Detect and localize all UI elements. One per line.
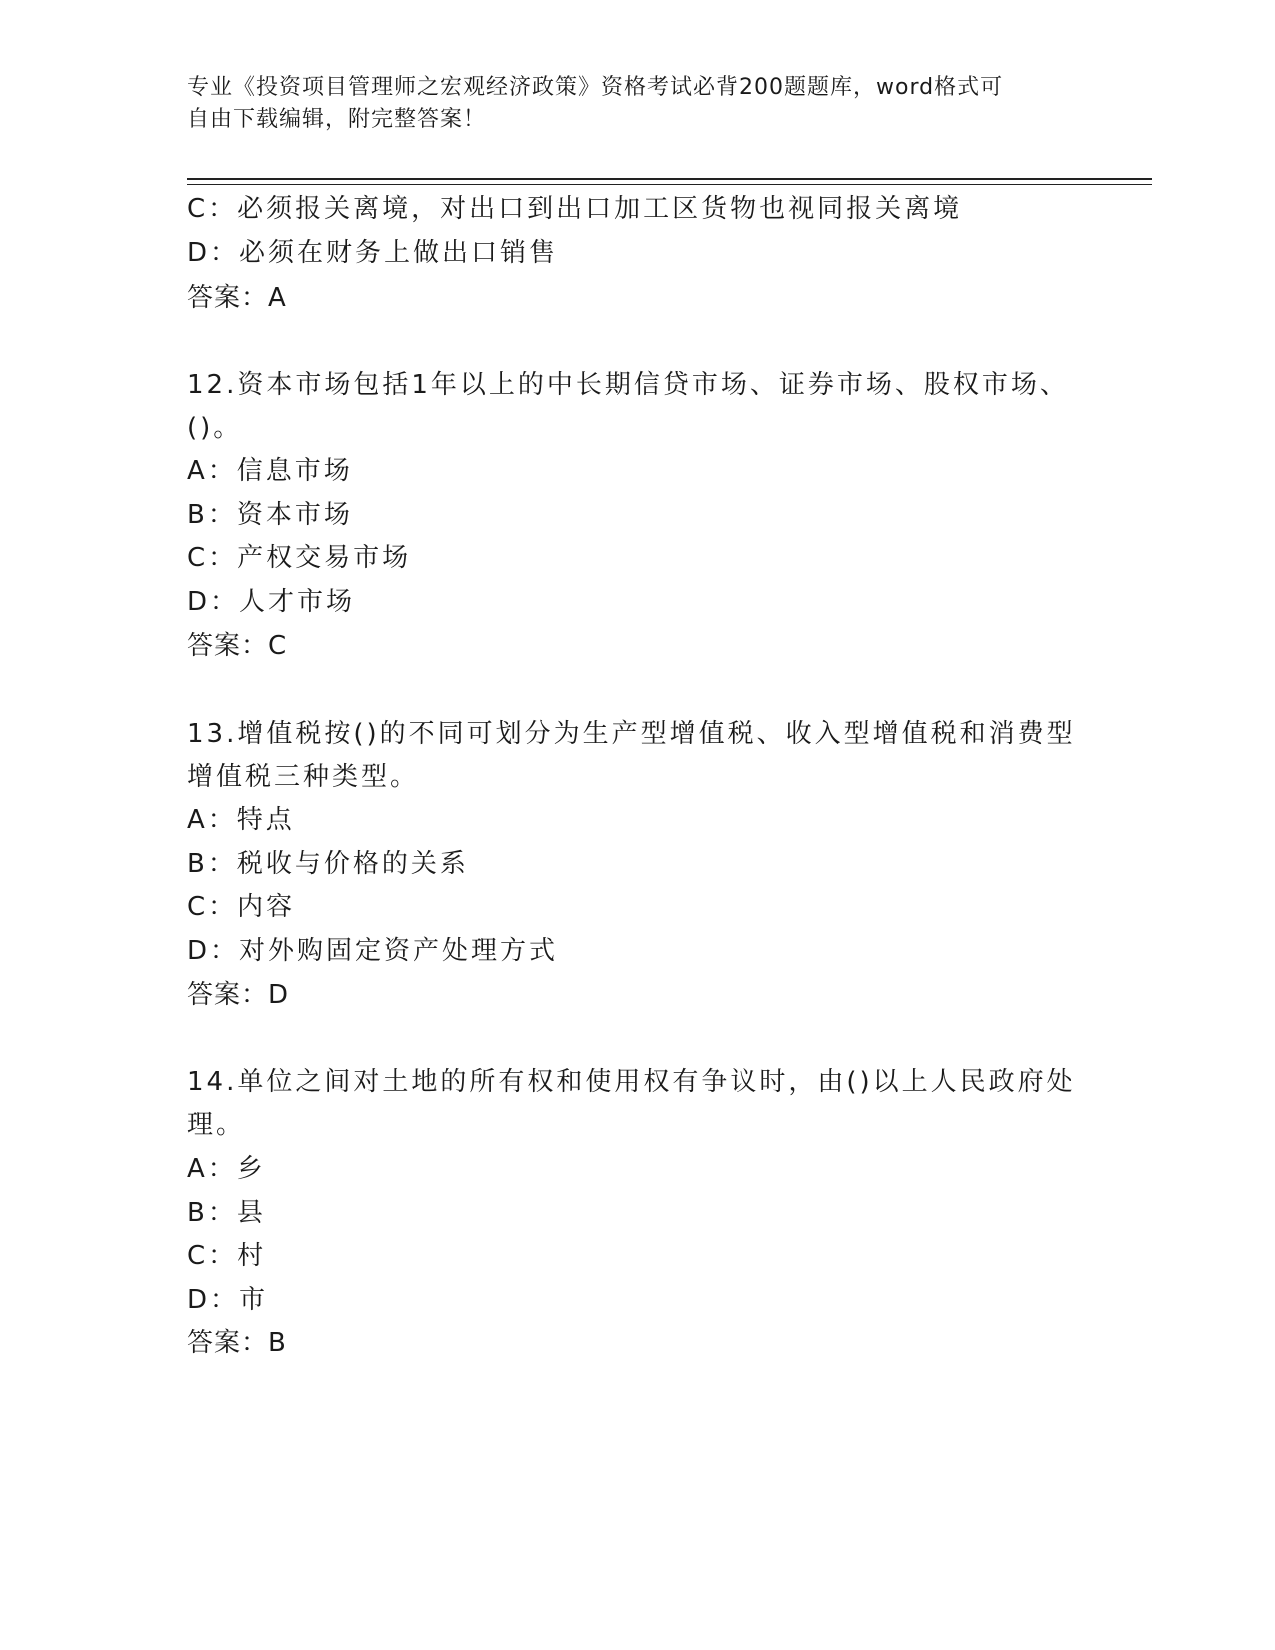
q14-stem-line-1: 14.单位之间对土地的所有权和使用权有争议时，由()以上人民政府处	[187, 1067, 1076, 1097]
q12-stem-line-1: 12.资本市场包括1年以上的中长期信贷市场、证券市场、股权市场、	[187, 370, 1069, 400]
header-line-1: 专业《投资项目管理师之宏观经济政策》资格考试必背200题题库，word格式可	[187, 75, 1004, 100]
q12-option-a: A：信息市场	[187, 456, 353, 486]
q13-stem-line-2: 增值税三种类型。	[187, 762, 420, 792]
q12-option-d: D：人才市场	[187, 587, 356, 617]
q14-option-a: A：乡	[187, 1154, 266, 1184]
q11-option-d: D：必须在财务上做出口销售	[187, 238, 559, 268]
q11-option-c: C：必须报关离境，对出口到出口加工区货物也视同报关离境	[187, 194, 963, 224]
q12-option-b: B：资本市场	[187, 500, 353, 530]
q13-option-a: A：特点	[187, 805, 295, 835]
q14-stem-line-2: 理。	[187, 1110, 246, 1140]
q12-answer: 答案：C	[187, 631, 288, 661]
q12-option-c: C：产权交易市场	[187, 543, 412, 573]
q14-option-c: C：村	[187, 1241, 267, 1271]
header-line-2: 自由下载编辑，附完整答案！	[187, 107, 487, 132]
q13-answer: 答案：D	[187, 980, 290, 1010]
q13-option-b: B：税收与价格的关系	[187, 849, 469, 879]
q12-stem-line-2: ()。	[187, 413, 243, 443]
header-divider-thick	[187, 178, 1152, 180]
q13-stem-line-1: 13.增值税按()的不同可划分为生产型增值税、收入型增值税和消费型	[187, 719, 1076, 749]
q13-option-d: D：对外购固定资产处理方式	[187, 936, 559, 966]
q13-option-c: C：内容	[187, 892, 296, 922]
q14-option-b: B：县	[187, 1198, 266, 1228]
q14-answer: 答案：B	[187, 1328, 287, 1358]
q14-option-d: D：市	[187, 1285, 269, 1315]
header-divider-thin	[187, 184, 1152, 185]
document-header	[187, 72, 1067, 136]
q11-answer: 答案：A	[187, 283, 287, 313]
